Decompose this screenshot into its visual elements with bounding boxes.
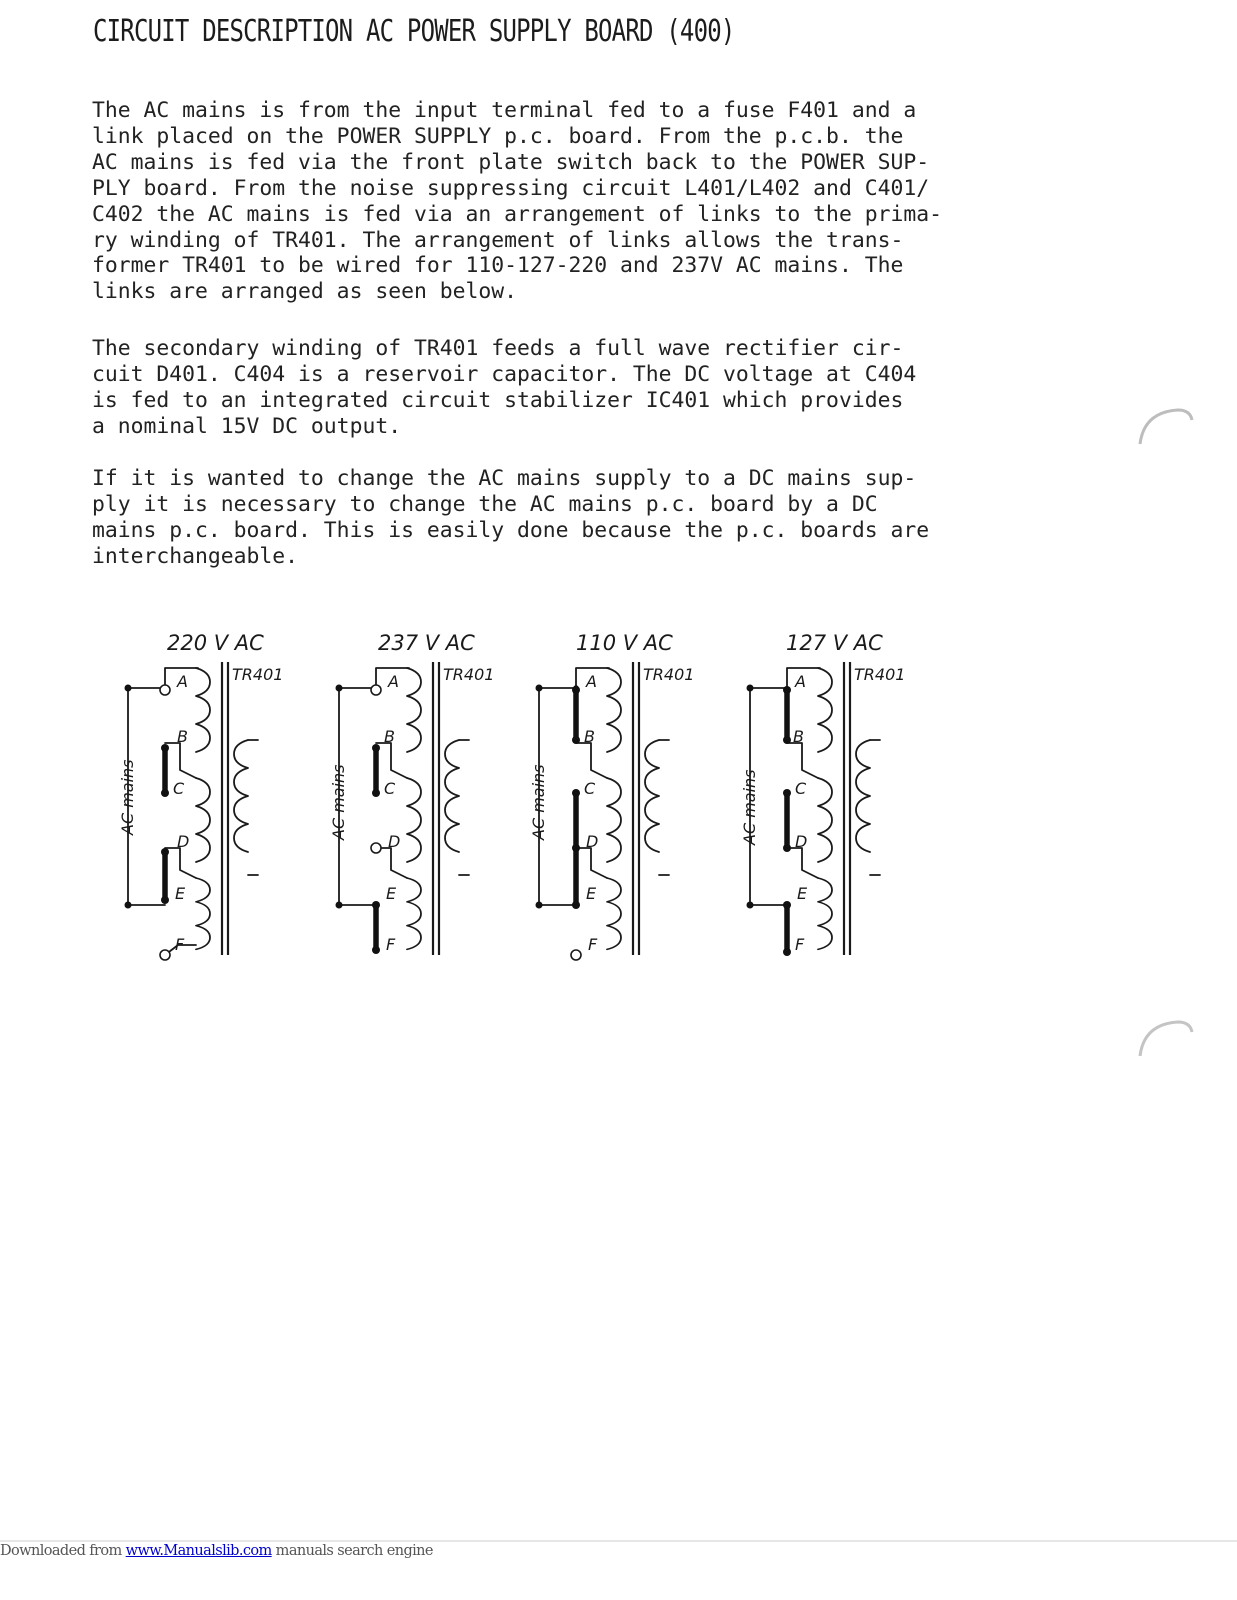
diagram-110v [529,631,694,960]
terminal-d-label: D [388,832,401,851]
terminal-f-label: F [175,935,185,954]
ac-mains-label: AC mains [118,759,137,835]
ac-mains-label: AC mains [740,769,759,845]
footer [0,1543,433,1559]
terminal-e-label: E [386,884,397,903]
terminal-b-label: B [384,727,395,746]
terminal-a-label: A [177,672,188,691]
page-title: CIRCUIT DESCRIPTION AC POWER SUPPLY BOARD (400) [93,14,735,49]
diagram-title: 110 V AC [576,631,673,655]
footer-prefix: Downloaded from [0,1543,126,1559]
terminal-d-label: D [586,832,599,851]
paragraph-mains-description: The AC mains is from the input terminal fed to a fuse F401 and a link placed on the POWER SUPPLY p.c. board. From the p.c.b. the AC mains is fed via the front plate switch back to the POWER SUP- PLY board. From the noise suppressing circuit L401/L402 and C401/ C402 the AC mains is fed via an arrangement of links to the prima- ry winding of TR401. The arrangement of links allows the trans- former TR401 to be wired for 110-127-220 and 237V AC mains. The links are arranged as seen below. [92,98,942,305]
transformer-label: TR401 [443,665,495,684]
punch-hole-shadow-icon [1138,408,1194,448]
terminal-f-label: F [795,935,805,954]
terminal-c-label: C [795,779,807,798]
transformer-label: TR401 [854,665,906,684]
paragraph-secondary-winding: The secondary winding of TR401 feeds a full wave rectifier cir- cuit D401. C404 is a reservoir capacitor. The DC voltage at C404 is fed to an integrated circuit stabilizer IC401 which provides a nominal 15V DC output. [92,336,917,439]
punch-hole-shadow-icon [1138,1020,1194,1060]
terminal-f-label: F [588,935,598,954]
ac-mains-label: AC mains [529,764,548,840]
diagram-237v [329,631,494,955]
diagram-220v [118,631,283,960]
terminal-e-label: E [797,884,808,903]
terminal-d-label: D [795,832,808,851]
terminal-e-label: E [175,884,186,903]
terminal-a-label: A [586,672,597,691]
manualslib-link[interactable]: www.Manualslib.com [125,1543,272,1559]
terminal-a-label: A [388,672,399,691]
paragraph-dc-conversion: If it is wanted to change the AC mains supply to a DC mains sup- ply it is necessary to change the AC mains p.c. board by a DC mains p.c. board. This is easily done because the p.c. boards are interchangeable. [92,466,930,569]
terminal-c-label: C [173,779,185,798]
transformer-label: TR401 [232,665,284,684]
terminal-b-label: B [177,727,188,746]
diagram-title: 127 V AC [786,631,883,655]
terminal-f-label: F [386,935,396,954]
terminal-c-label: C [384,779,396,798]
terminal-e-label: E [586,884,597,903]
footer-suffix: manuals search engine [271,1543,433,1559]
terminal-b-label: B [793,727,804,746]
terminal-a-label: A [795,672,806,691]
terminal-c-label: C [584,779,596,798]
terminal-b-label: B [584,727,595,746]
footer-divider [0,1540,1237,1542]
terminal-d-label: D [177,832,190,851]
diagram-title: 220 V AC [167,631,264,655]
diagram-127v [740,631,905,956]
transformer-label: TR401 [643,665,695,684]
diagram-title: 237 V AC [378,631,475,655]
ac-mains-label: AC mains [329,764,348,840]
